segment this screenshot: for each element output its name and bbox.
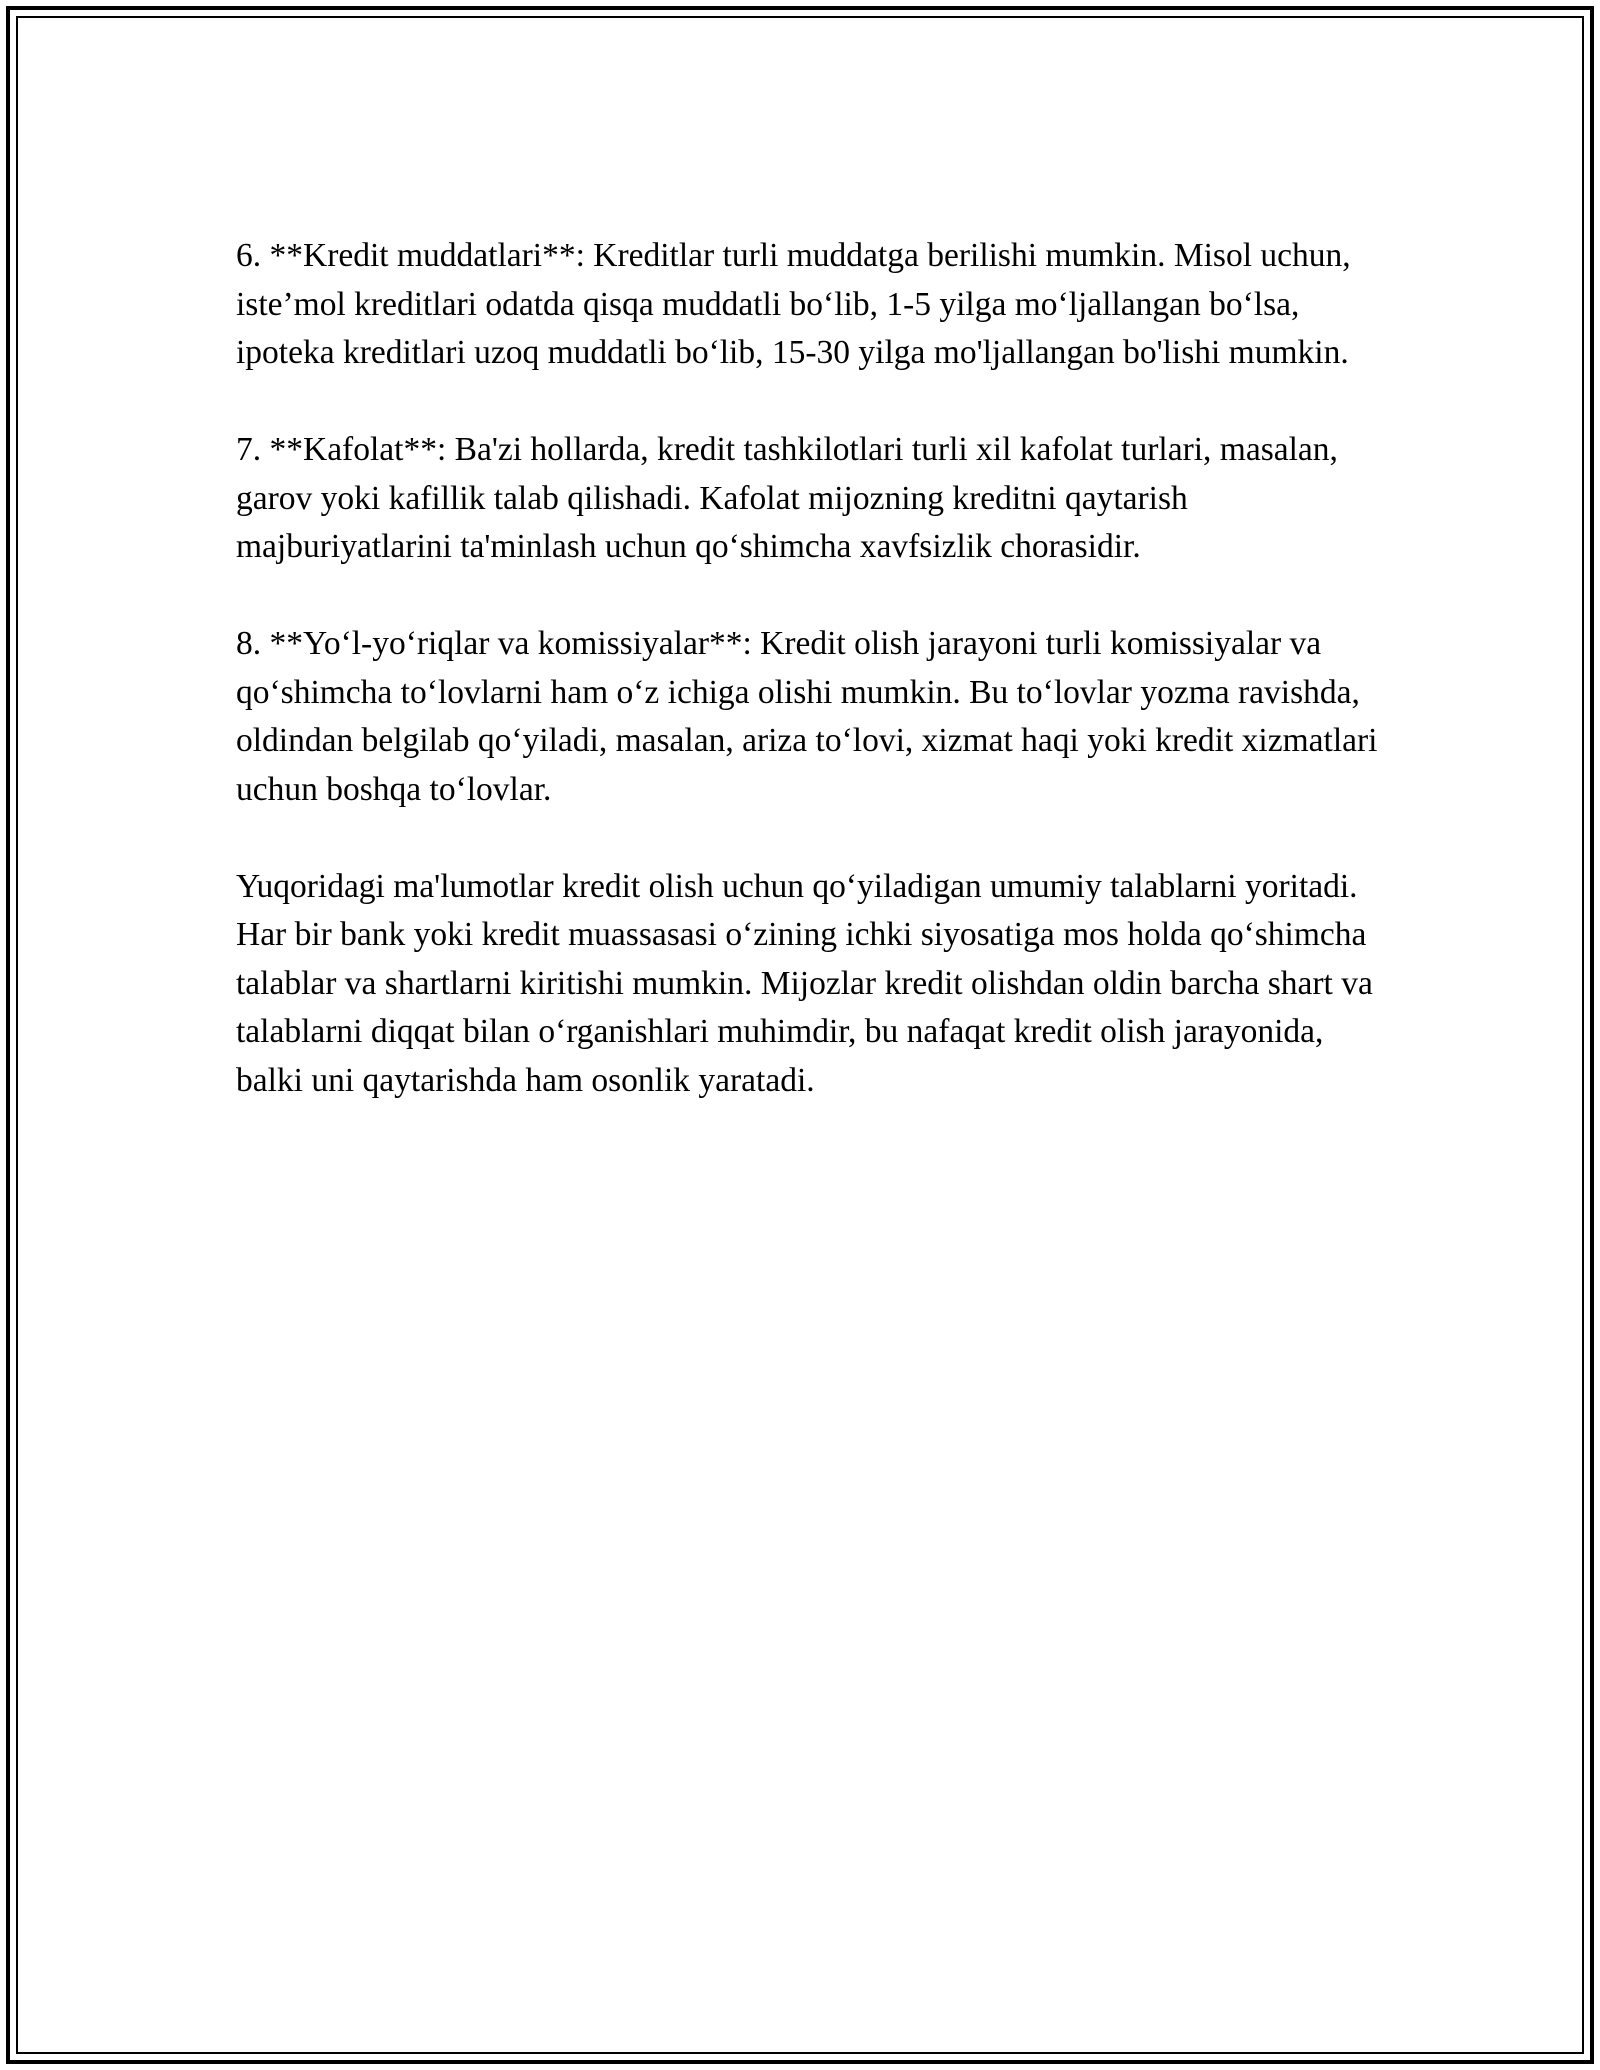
paragraph-yol-yoriqlar: 8. **Yo‘l-yo‘riqlar va komissiyalar**: Kredit olish jarayoni turli komissiyalar va qo‘shimcha to‘lovlarni ham o‘z ichiga olishi mumkin. Bu to‘lovlar yozma ravishda, oldindan belgilab qo‘yiladi, masalan, ariza to‘lovi, xizmat haqi yoki kredit xizmatlari uchun boshqa to‘lovlar. (236, 625, 1378, 808)
paragraph-kafolat: 7. **Kafolat**: Ba'zi hollarda, kredit tashkilotlari turli xil kafolat turlari, masalan, garov yoki kafillik talab qilishadi. Kafolat mijozning kreditni qaytarish majburiyatlarini ta'minlash uchun qo‘shimcha xavfsizlik chorasidir. (236, 431, 1338, 565)
paragraph-kredit-muddatlari: 6. **Kredit muddatlari**: Kreditlar turli muddatga berilishi mumkin. Misol uchun, iste’mol kreditlari odatda qisqa muddatli bo‘lib, 1-5 yilga mo‘ljallangan bo‘lsa, ipoteka kreditlari uzoq muddatli bo‘lib, 15-30 yilga mo'ljallangan bo'lishi mumkin. (236, 237, 1351, 371)
document-body (236, 232, 1386, 1105)
paragraph-conclusion: Yuqoridagi ma'lumotlar kredit olish uchun qo‘yiladigan umumiy talablarni yoritadi. Har bir bank yoki kredit muassasasi o‘zining ichki siyosatiga mos holda qo‘shimcha talablar va shartlarni kiritishi mumkin. Mijozlar kredit olishdan oldin barcha shart va talablarni diqqat bilan o‘rganishlari muhimdir, bu nafaqat kredit olish jarayonida, balki uni qaytarishda ham osonlik yaratadi. (236, 867, 1373, 1099)
